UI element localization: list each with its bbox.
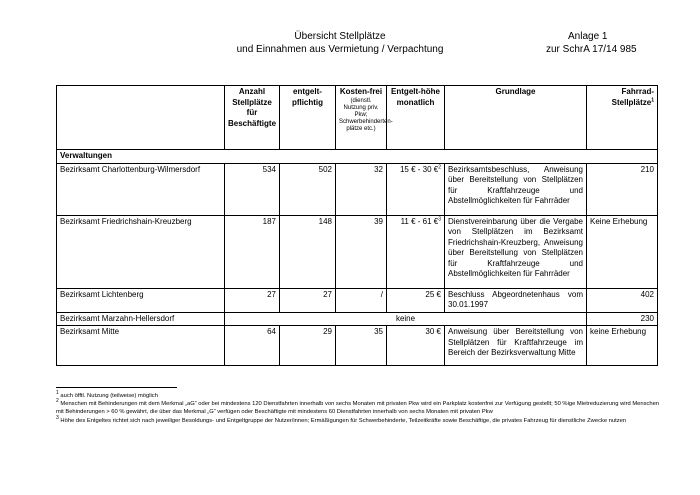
row-name: Bezirksamt Friedrichshain-Kreuzberg (57, 215, 225, 288)
footnote-ref-2: 2 (438, 163, 441, 170)
footnote-ref-1: 1 (651, 96, 654, 103)
row-name: Bezirksamt Lichtenberg (57, 288, 225, 312)
table-header-row (57, 86, 658, 150)
row-name: Bezirksamt Mitte (57, 326, 225, 366)
row-kostenfrei: / (336, 288, 387, 312)
row-fahrrad: 210 (587, 163, 658, 215)
row-entgelthoehe (387, 215, 445, 288)
section-label: Verwaltungen (57, 150, 658, 164)
header-anzahl: Anzahl Stellplätze für Beschäftigte (225, 86, 280, 150)
row-grundlage: Bezirksamtsbeschluss, Anweisung über Bereitstellung von Stellplätzen für Kraftfahrzeuge und Abstellmöglichkeiten für Fahrräder (445, 163, 587, 215)
header-grundlage: Grundlage (445, 86, 587, 150)
row-fahrrad: Keine Erhebung (587, 215, 658, 288)
header-kostenfrei (336, 86, 393, 150)
row-grundlage: Anweisung über Bereitstellung von Stellplätzen für Kraftfahrzeuge im Bereich der Bezirksverwaltung Mitte (445, 326, 587, 366)
row-entgelthoehe: 30 € (387, 326, 445, 366)
footnote-number: 3 (56, 414, 59, 421)
footnote-1 (56, 392, 660, 400)
header-fahrrad (587, 86, 658, 150)
annex-label: Anlage 1 (568, 31, 608, 42)
title-line-1: Übersicht Stellplätze (294, 31, 386, 42)
footnote-2 (56, 400, 660, 416)
header-blank-cell (57, 86, 225, 150)
title-line-2: und Einnahmen aus Vermietung / Verpachtung (236, 44, 444, 55)
annex-document-number: zur SchrA 17/14 985 (546, 44, 637, 55)
footnote-number: 2 (56, 398, 59, 405)
row-entgeltpflichtig: 27 (280, 288, 336, 312)
document-title (190, 30, 490, 56)
header-kostenfrei-label: Kosten-frei (339, 87, 383, 96)
footnote-divider (56, 387, 177, 388)
footnote-text: Menschen mit Behinderungen mit dem Merkmal „aG“ oder bei mindestens 120 Dienstfahrten innerhalb von sechs Monaten mit privaten Pkw wird ein Parkplatz kostenfrei zur Verfügung gestellt; 50 %ige Mietreduzierung wird Menschen mit Behinderungen > 60 % gewährt, die über das Merkmal „G“ verfügen oder Beschäftigte mit mindestens 60 Dienstfahrten innerhalb von sechs Monaten mit privaten Pkw (56, 401, 660, 416)
row-kostenfrei: 35 (336, 326, 387, 366)
footnote-text: auch öfftl. Nutzung (teilweise) möglich (60, 393, 158, 399)
section-row (57, 150, 658, 164)
header-fahrrad-label: Fahrrad-Stellplätze (611, 87, 654, 107)
table-row (57, 215, 658, 288)
row-anzahl: 187 (225, 215, 280, 288)
row-name: Bezirksamt Charlottenburg-Wilmersdorf (57, 163, 225, 215)
row-fahrrad: 230 (587, 312, 658, 326)
footnotes (56, 392, 660, 425)
parking-overview-table (56, 85, 658, 366)
table-row (57, 288, 658, 312)
row-anzahl: 534 (225, 163, 280, 215)
row-entgeltpflichtig: 502 (280, 163, 336, 215)
header-entgelthoehe: Entgelt-höhe monatlich (387, 86, 445, 150)
footnote-3 (56, 414, 660, 425)
footnote-number: 1 (56, 390, 59, 397)
row-fahrrad: 402 (587, 288, 658, 312)
row-name: Bezirksamt Marzahn-Hellersdorf (57, 312, 225, 326)
row-entgelthoehe-value: 15 € - 30 € (399, 164, 439, 174)
row-anzahl: 27 (225, 288, 280, 312)
table-row (57, 312, 658, 326)
footnote-ref-3: 3 (438, 215, 441, 222)
table-row (57, 163, 658, 215)
table-row (57, 326, 658, 366)
row-anzahl: 64 (225, 326, 280, 366)
row-entgeltpflichtig: 148 (280, 215, 336, 288)
header-entgeltpflichtig: entgelt-pflichtig (280, 86, 336, 150)
footnote-text: Höhe des Entgeltes richtet sich nach jeweiliger Besoldungs- und Entgeltgruppe der Nutzer/innen; Ermäßigungen für Schwerbehinderte, Teilzeitkräfte sowie Beschäftige, die privates Fahrzeug für dienstliche Zwecke nutzen (60, 417, 627, 424)
row-kostenfrei: 39 (336, 215, 387, 288)
row-entgelthoehe-value: 11 € - 61 € (400, 216, 439, 226)
row-kostenfrei: 32 (336, 163, 387, 215)
row-entgeltpflichtig: 29 (280, 326, 336, 366)
header-kostenfrei-note: (dienstl. Nutzung priv. Pkw; Schwerbehinderten-plätze etc.) (339, 97, 393, 132)
row-merged-value: keine (225, 312, 587, 326)
row-fahrrad: keine Erhebung (587, 326, 658, 366)
row-entgelthoehe: 25 € (387, 288, 445, 312)
row-grundlage: Beschluss Abgeordnetenhaus vom 30.01.1997 (445, 288, 587, 312)
row-entgelthoehe (387, 163, 445, 215)
annex-reference (546, 30, 666, 56)
row-grundlage: Dienstvereinbarung über die Vergabe von Stellplätzen im Bezirksamt Friedrichshain-Kreuzberg, Anweisung über Bereitstellung von Stellplätzen für Kraftfahrzeuge und Abstellmöglichkeiten für Fahrräder (445, 215, 587, 288)
